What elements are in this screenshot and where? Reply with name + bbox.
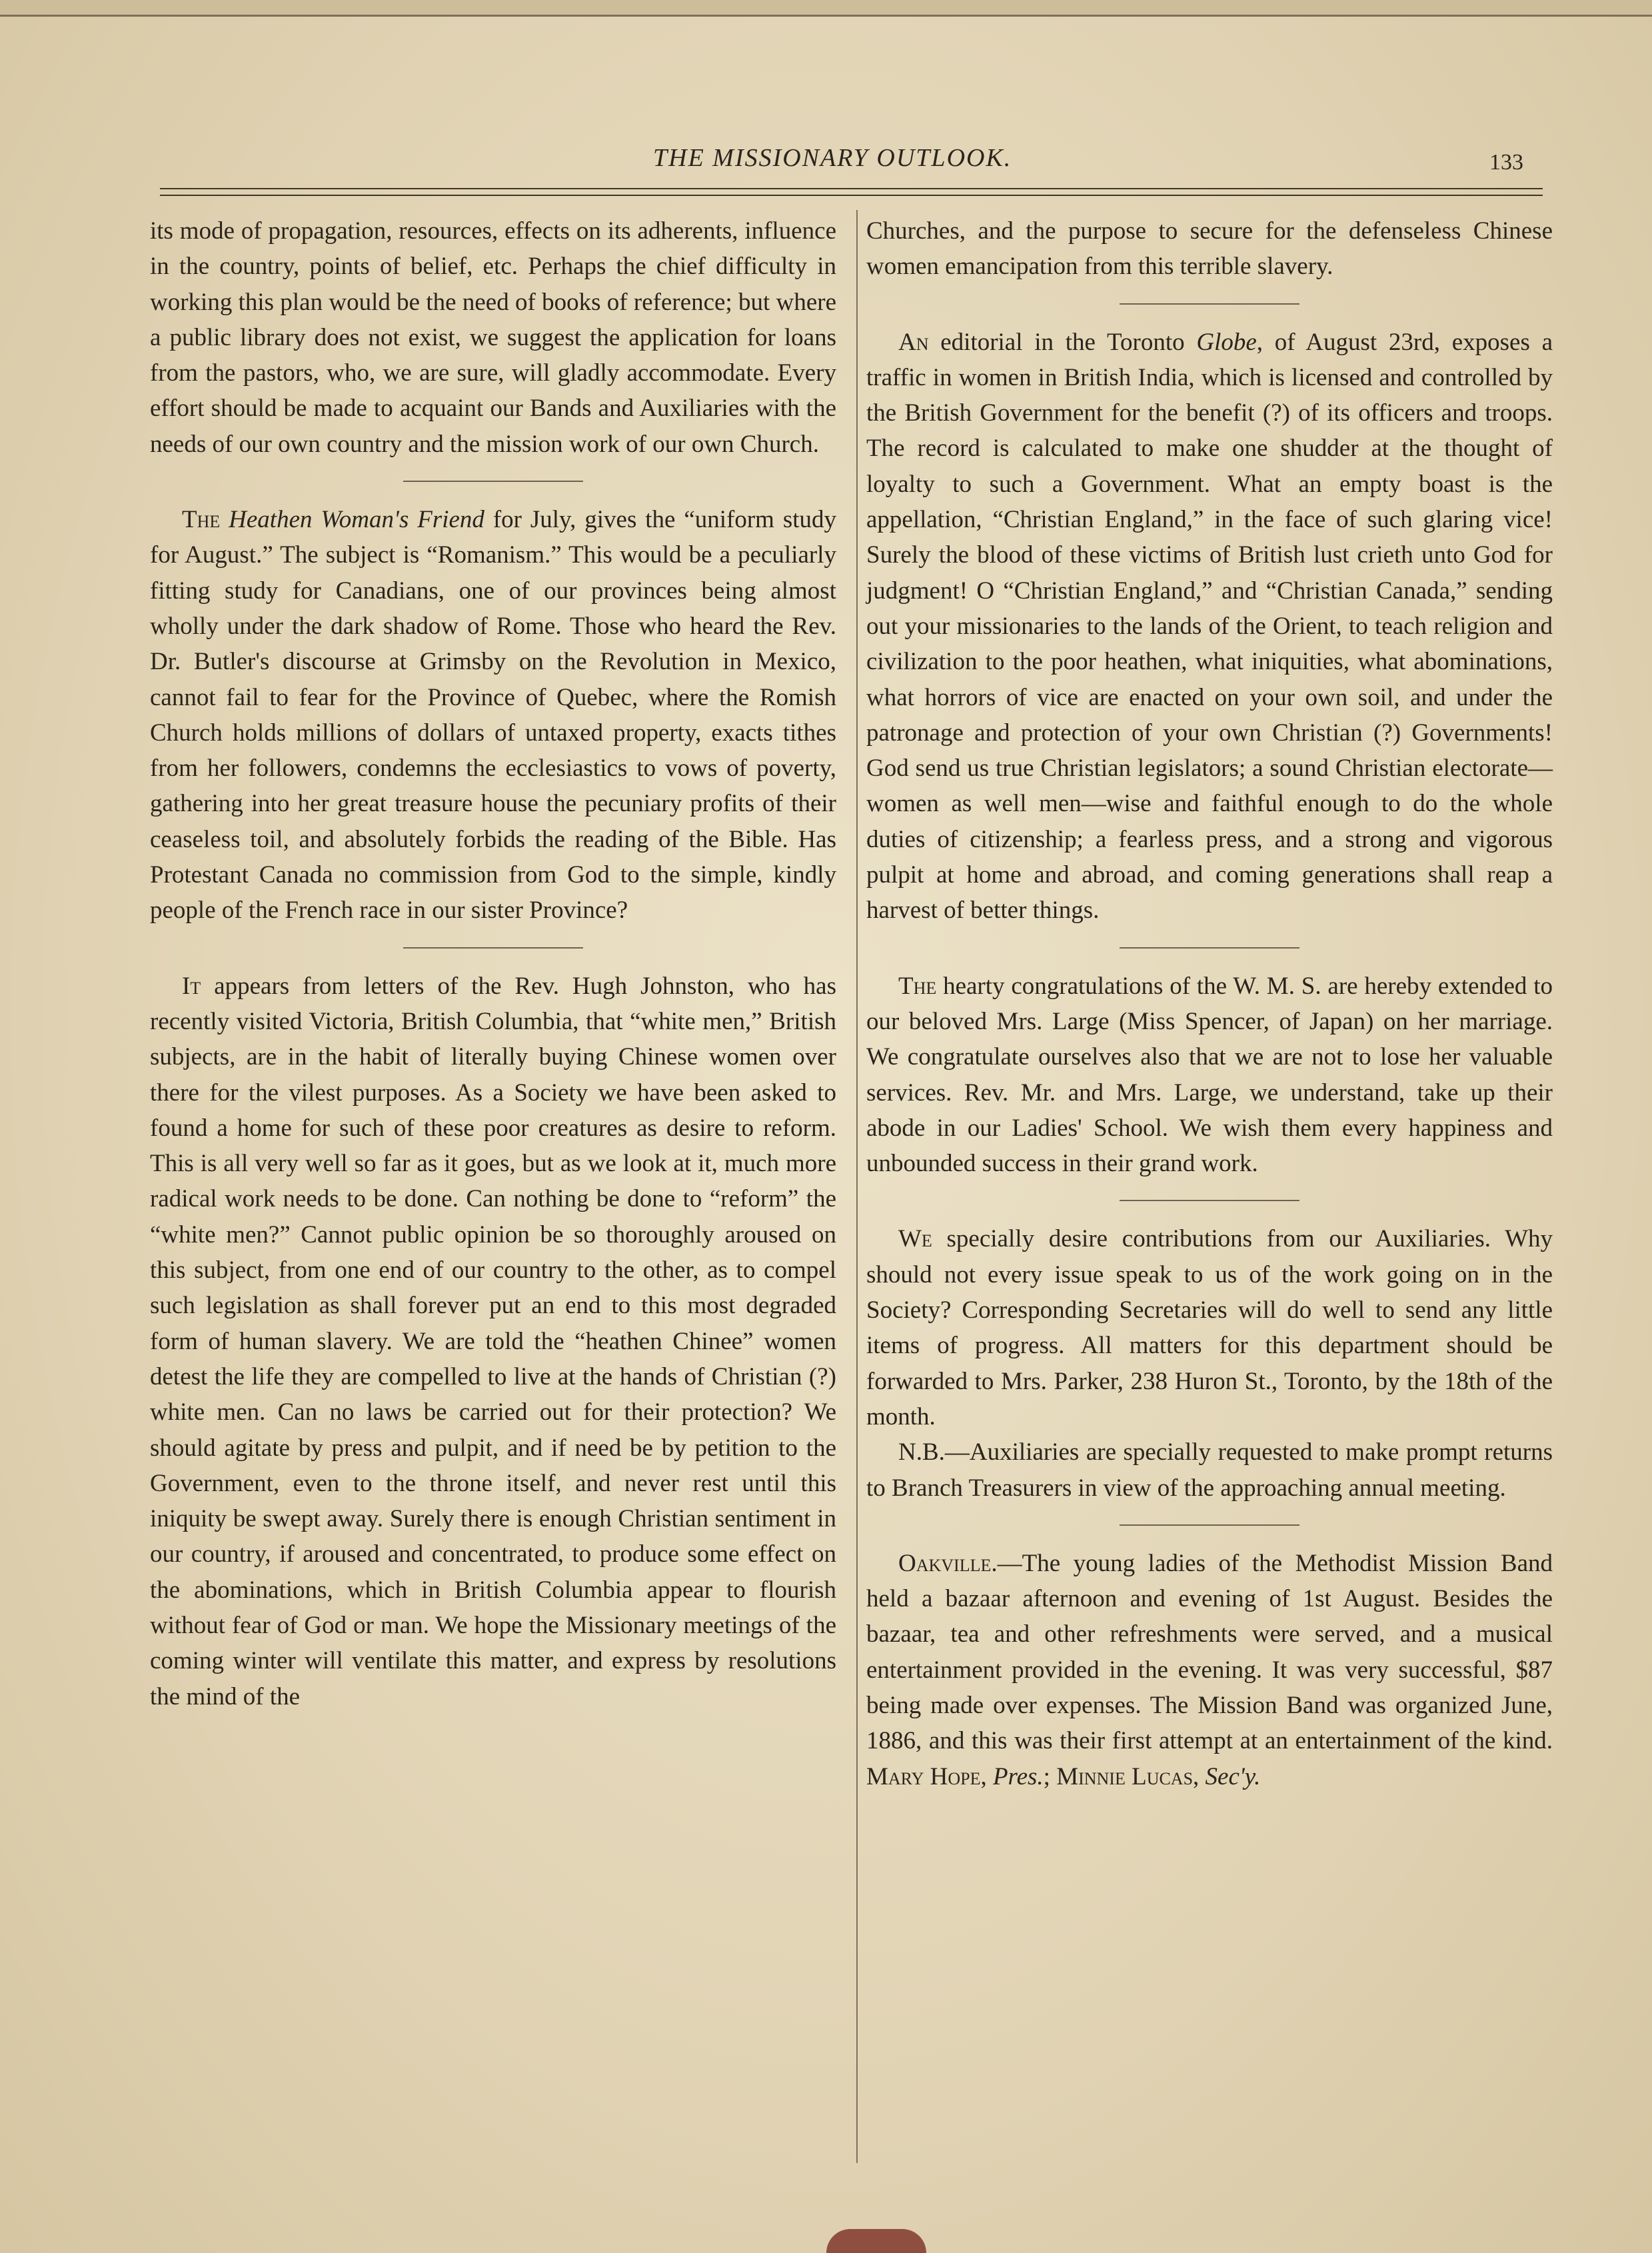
section-separator: [1120, 947, 1299, 949]
secretary-name: Minnie Lucas: [1056, 1762, 1194, 1790]
paragraph-text: for July, gives the “uniform study for August.” The subject is “Romanism.” This would be a peculiarly fitting study for Canadians, one of our provinces being almost wholly under the dark shadow of Rome. Those who heard the Rev. Dr. Butler's discourse at Grimsby on the Revolution in Mexico, cannot fail to fear for the Province of Quebec, where the Romish Church holds millions of dollars of untaxed property, exacts tithes from her followers, condemns the ecclesiastics to vows of poverty, gathering into her great treasure house the pecuniary profits of their ceaseless toil, and absolutely forbids the reading of the Bible. Has Protestant Canada no commission from God to the simple, kindly people of the French race in our sister Province?: [150, 506, 837, 925]
section-separator: [1120, 1524, 1299, 1526]
page-header: [160, 137, 1546, 183]
paragraph-lead: Oakville.: [898, 1549, 998, 1577]
section-separator: [403, 947, 583, 949]
page-top-edge: [0, 0, 1652, 17]
right-paragraph-4: [866, 1221, 1553, 1434]
paragraph-lead: An: [898, 328, 929, 356]
paragraph-text: , of August 23rd, exposes a traffic in women in British India, which is licensed and controlled by the British Government for the benefit (?) of its officers and troops. The record is calculated to make one shudder at the thought of loyalty to such a Government. What an empty boast is the appellation, “Christian England,” in the face of such glaring vice! Surely the blood of these victims of British lust crieth unto God for judgment! O “Christian England,” and “Christian Canada,” sending out your missionaries to the lands of the Orient, to teach religion and civilization to the poor heathen, what iniquities, what abominations, what horrors of vice are enacted on your own soil, and under the patronage and protection of your own Christian (?) Governments! God send us true Christian legislators; a sound Christian electorate—women as well men—wise and faithful enough to do the whole duties of citizenship; a fearless press, and a strong and vigorous pulpit at home and abroad, and coming generations shall reap a harvest of better things.: [866, 328, 1553, 925]
right-paragraph-2: [866, 325, 1553, 929]
president-title: Pres.: [992, 1762, 1044, 1790]
right-column: [866, 213, 1553, 1794]
header-rule-top: [160, 188, 1543, 189]
paragraph-text: —The young ladies of the Methodist Mission Band held a bazaar afternoon and evening of 1st August. Besides the bazaar, tea and other refreshments were served, and a musical entertainment provided in the evening. It was very successful, $87 being made over expenses. The Mission Band was organized June, 1886, and this was their first attempt at an entertainment of the kind.: [866, 1549, 1553, 1755]
left-paragraph-2: [150, 502, 836, 929]
page-number: 133: [1489, 150, 1523, 175]
right-paragraph-5: N.B.—Auxiliaries are specially requested to make prompt returns to Branch Treasurers in view of the approaching annual meeting.: [866, 1438, 1553, 1502]
paragraph-text: specially desire contributions from our Auxiliaries. Why should not every issue speak to us of the work going on in the Society? Corresponding Secretaries will do well to send any little items of progress. All matters for this department should be forwarded to Mrs. Parker, 238 Huron St., Toronto, by the 18th of the month.: [866, 1225, 1553, 1430]
paragraph-text: editorial in the Toronto: [928, 328, 1197, 356]
column-divider: [856, 210, 858, 2163]
paragraph-text: appears from letters of the Rev. Hugh Johnston, who has recently visited Victoria, British Columbia, that “white men,” British subjects, are in the habit of literally buying Chinese women over there for the vilest purposes. As a Society we have been asked to found a home for such of these poor creatures as desire to reform. This is all very well so far as it goes, but as we look at it, much more radical work needs to be done. Can nothing be done to “reform” the “white men?” Cannot public opinion be so thoroughly aroused on this subject, from one end of our country to the other, as to compel such legislation as shall forever put an end to this most degraded form of human slavery. We are told the “heathen Chinee” women detest the life they are compelled to live at the hands of Christian (?) white men. Can no laws be carried out for their protection? We should agitate by press and pulpit, and if need be by petition to the Government, even to the throne itself, and never rest until this iniquity be swept away. Surely there is enough Christian sentiment in our country, if aroused and concentrated, to produce some effect on the abominations, which in British Columbia appear to flourish without fear of God or man. We hope the Missionary meetings of the coming winter will ventilate this matter, and express by resolutions the mind of the: [150, 972, 836, 1710]
periodical-title: Heathen Woman's Friend: [229, 506, 484, 534]
paragraph-lead: It: [182, 972, 201, 1000]
newspaper-title: Globe: [1196, 328, 1257, 356]
header-rule-bottom: [160, 195, 1543, 196]
paragraph-lead: The: [898, 972, 937, 1000]
secretary-title: Sec'y.: [1205, 1762, 1261, 1790]
right-paragraph-3: [866, 969, 1553, 1182]
section-separator: [403, 481, 583, 482]
left-column: [150, 213, 836, 1714]
paragraph-lead: We: [898, 1225, 932, 1253]
paragraph-text: hearty congratulations of the W. M. S. are hereby extended to our beloved Mrs. Large (Miss Spencer, of Japan) on her marriage. We congratulate ourselves also that we are not to lose her valuable services. Rev. Mr. and Mrs. Large, we understand, take up their abode in our Ladies' School. We wish them every happiness and unbounded success in their grand work.: [866, 972, 1553, 1178]
right-paragraph-1: Churches, and the purpose to secure for the defenseless Chinese women emancipation from this terrible slavery.: [866, 217, 1553, 281]
president-name: Mary Hope: [866, 1762, 981, 1790]
right-paragraph-6: Oakville.—The young ladies of the Methodist Mission Band held a bazaar afternoon and evening of 1st August. Besides the bazaar, tea and other refreshments were served, and a musical entertainment provided in the evening. It was very successful, $87 being made over expenses. The Mission Band was organized June, 1886, and this was their first attempt at an entertainment of the kind. Mary Hope, Pres.; Minnie Lucas, Sec'y.: [866, 1549, 1553, 1790]
paragraph-lead: The: [182, 506, 221, 534]
left-paragraph-3: [150, 969, 836, 1714]
section-separator: [1120, 303, 1299, 305]
section-separator: [1120, 1200, 1299, 1201]
left-paragraph-1: its mode of propagation, resources, effects on its adherents, influence in the country, points of belief, etc. Perhaps the chief difficulty in working this plan would be the need of books of reference; but where a public library does not exist, we suggest the application for loans from the pastors, who, we are sure, will gladly accommodate. Every effort should be made to acquaint our Bands and Auxiliaries with the needs of our own country and the mission work of our own Church.: [150, 217, 836, 458]
running-title: THE MISSIONARY OUTLOOK.: [653, 144, 1012, 172]
binding-mark: [826, 2229, 926, 2253]
